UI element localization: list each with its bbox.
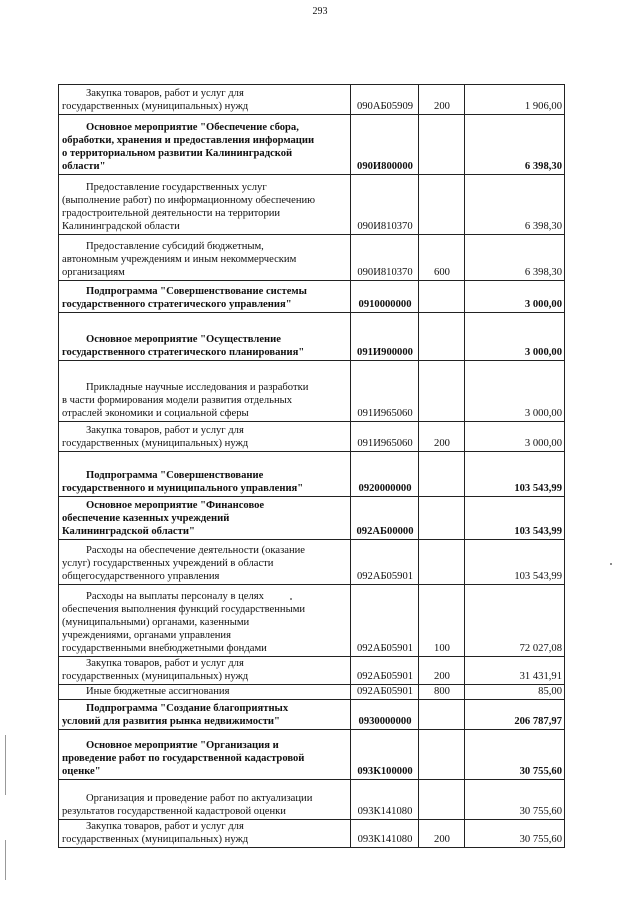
cell-description: Организация и проведение работ по актуализации результатов государственной кадастровой оценки (59, 780, 351, 820)
table-row (59, 281, 565, 313)
cell-amount: 30 755,60 (465, 780, 565, 820)
cell-expense-type: 600 (419, 235, 465, 281)
cell-description: Закупка товаров, работ и услуг для государственных (муниципальных) нужд (59, 657, 351, 685)
cell-expense-type (419, 780, 465, 820)
cell-target-code: 093К100000 (351, 730, 419, 780)
table-row (59, 540, 565, 585)
cell-target-code: 093К141080 (351, 780, 419, 820)
cell-amount: 30 755,60 (465, 730, 565, 780)
cell-expense-type (419, 175, 465, 235)
cell-description: Расходы на выплаты персоналу в целях обеспечения выполнения функций государственными (муниципальными) органами, казенными учреждениями, органами управления государственными внебюджетными фондами (59, 585, 351, 657)
cell-amount: 206 787,97 (465, 700, 565, 730)
cell-target-code: 0930000000 (351, 700, 419, 730)
scan-speck (290, 598, 292, 600)
cell-expense-type (419, 540, 465, 585)
cell-description: Предоставление государственных услуг (выполнение работ) по информационному обеспечению градостроительной деятельности на территории Калининградской области (59, 175, 351, 235)
cell-description: Основное мероприятие "Финансовое обеспечение казенных учреждений Калининградской области" (59, 497, 351, 540)
table-row (59, 313, 565, 361)
cell-amount: 30 755,60 (465, 820, 565, 848)
table-row (59, 700, 565, 730)
page-number: 293 (312, 6, 328, 17)
cell-expense-type (419, 313, 465, 361)
cell-target-code: 093К141080 (351, 820, 419, 848)
cell-expense-type: 800 (419, 685, 465, 700)
cell-target-code: 090И810370 (351, 235, 419, 281)
cell-amount: 6 398,30 (465, 235, 565, 281)
cell-description: Закупка товаров, работ и услуг для государственных (муниципальных) нужд (59, 85, 351, 115)
cell-expense-type: 100 (419, 585, 465, 657)
cell-description: Основное мероприятие "Обеспечение сбора, обработки, хранения и предоставления информации о территориальном развитии Калининградской области" (59, 115, 351, 175)
cell-description: Закупка товаров, работ и услуг для государственных (муниципальных) нужд (59, 422, 351, 452)
cell-description: Расходы на обеспечение деятельности (оказание услуг) государственных учреждений в области общегосударственного управления (59, 540, 351, 585)
table-row (59, 820, 565, 848)
cell-amount: 72 027,08 (465, 585, 565, 657)
cell-description: Подпрограмма "Совершенствование системы государственного стратегического управления" (59, 281, 351, 313)
cell-amount: 3 000,00 (465, 422, 565, 452)
table-row (59, 497, 565, 540)
cell-description: Подпрограмма "Совершенствование государственного и муниципального управления" (59, 452, 351, 497)
table-row (59, 115, 565, 175)
cell-target-code: 0920000000 (351, 452, 419, 497)
table-row (59, 730, 565, 780)
table-row (59, 657, 565, 685)
cell-expense-type (419, 115, 465, 175)
scan-margin-mark (5, 840, 6, 880)
cell-target-code: 0910000000 (351, 281, 419, 313)
cell-amount: 31 431,91 (465, 657, 565, 685)
table-row (59, 685, 565, 700)
cell-expense-type (419, 700, 465, 730)
cell-description: Основное мероприятие "Организация и проведение работ по государственной кадастровой оценке" (59, 730, 351, 780)
cell-description: Закупка товаров, работ и услуг для государственных (муниципальных) нужд (59, 820, 351, 848)
cell-target-code: 092АБ05901 (351, 540, 419, 585)
cell-expense-type (419, 497, 465, 540)
cell-expense-type (419, 452, 465, 497)
cell-target-code: 091И965060 (351, 422, 419, 452)
cell-amount: 3 000,00 (465, 281, 565, 313)
table-row (59, 85, 565, 115)
cell-target-code: 092АБ05901 (351, 585, 419, 657)
cell-target-code: 090И810370 (351, 175, 419, 235)
cell-expense-type: 200 (419, 422, 465, 452)
scan-speck (610, 563, 612, 565)
cell-target-code: 091И900000 (351, 313, 419, 361)
cell-description: Подпрограмма "Создание благоприятных условий для развития рынка недвижимости" (59, 700, 351, 730)
table-row (59, 452, 565, 497)
cell-target-code: 092АБ05901 (351, 685, 419, 700)
cell-description: Основное мероприятие "Осуществление государственного стратегического планирования" (59, 313, 351, 361)
table-row (59, 235, 565, 281)
cell-expense-type (419, 730, 465, 780)
cell-description: Иные бюджетные ассигнования (59, 685, 351, 700)
table-row (59, 780, 565, 820)
cell-expense-type (419, 281, 465, 313)
cell-amount: 85,00 (465, 685, 565, 700)
cell-description: Прикладные научные исследования и разработки в части формирования модели развития отдельных отраслей экономики и социальной сферы (59, 361, 351, 422)
cell-amount: 6 398,30 (465, 175, 565, 235)
cell-amount: 103 543,99 (465, 497, 565, 540)
cell-amount: 3 000,00 (465, 361, 565, 422)
cell-expense-type (419, 361, 465, 422)
table-row (59, 175, 565, 235)
cell-amount: 103 543,99 (465, 452, 565, 497)
cell-amount: 6 398,30 (465, 115, 565, 175)
cell-target-code: 090И800000 (351, 115, 419, 175)
table-row (59, 422, 565, 452)
cell-target-code: 092АБ05901 (351, 657, 419, 685)
cell-amount: 3 000,00 (465, 313, 565, 361)
table-row (59, 361, 565, 422)
cell-description: Предоставление субсидий бюджетным, автономным учреждениям и иным некоммерческим организациям (59, 235, 351, 281)
budget-table (58, 84, 565, 848)
cell-target-code: 091И965060 (351, 361, 419, 422)
cell-target-code: 090АБ05909 (351, 85, 419, 115)
scan-margin-mark (5, 735, 6, 795)
cell-amount: 103 543,99 (465, 540, 565, 585)
cell-expense-type: 200 (419, 85, 465, 115)
cell-expense-type: 200 (419, 820, 465, 848)
cell-expense-type: 200 (419, 657, 465, 685)
cell-target-code: 092АБ00000 (351, 497, 419, 540)
table-row (59, 585, 565, 657)
cell-amount: 1 906,00 (465, 85, 565, 115)
